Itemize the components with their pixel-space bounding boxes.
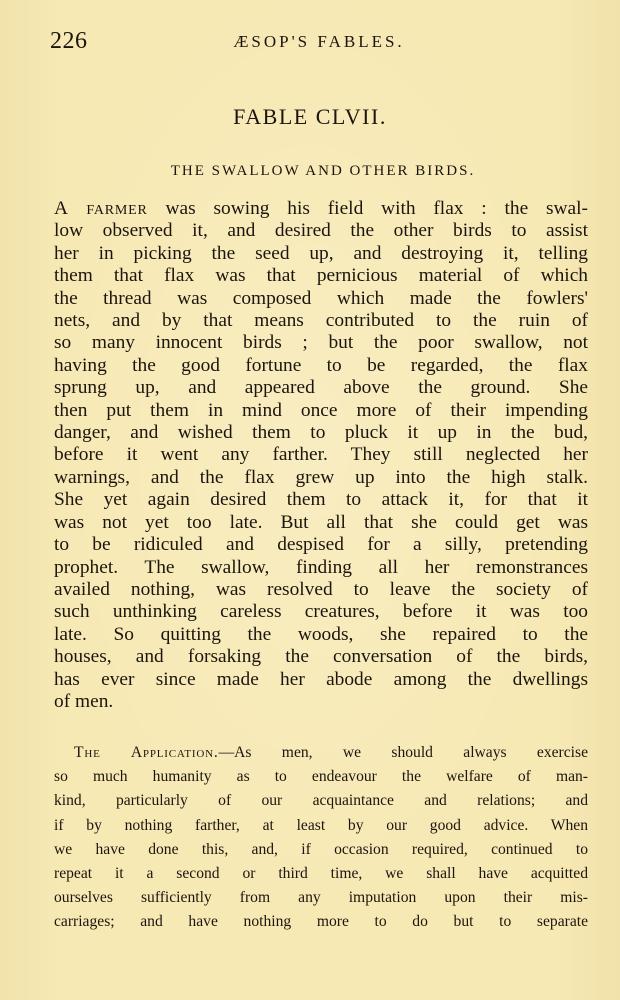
fable-line: late. So quitting the woods, she repaired to the: [54, 623, 588, 645]
application-line: repeat it a second or third time, we shall have acquitted: [54, 865, 588, 883]
fable-line: low observed it, and desired the other birds to assist: [54, 220, 588, 242]
fable-line: them that flax was that pernicious material of which: [54, 265, 588, 287]
application-line: ourselves sufficiently from any imputation upon their mis-: [54, 889, 588, 907]
application-line: we have done this, and, if occasion required, continued to: [54, 840, 588, 858]
fable-line: to be ridiculed and despised for a silly, pretending: [54, 534, 588, 556]
fable-number: FABLE CLVII.: [233, 104, 387, 129]
application-line: kind, particularly of our acquaintance and relations; and: [54, 792, 588, 810]
fable-line: has ever since made her abode among the dwellings: [54, 668, 588, 690]
fable-line: such unthinking careless creatures, before it was too: [54, 601, 588, 623]
fable-line: so many innocent birds ; but the poor swallow, not: [54, 332, 588, 354]
running-title: ÆSOP'S FABLES.: [233, 32, 405, 51]
fable-line: warnings, and the flax grew up into the high stalk.: [54, 466, 588, 488]
fable-line: her in picking the seed up, and destroying it, telling: [54, 242, 588, 264]
fable-line: the thread was composed which made the fowlers': [54, 287, 588, 309]
fable-line: houses, and forsaking the conversation of the birds,: [54, 646, 588, 668]
fable-line: availed nothing, was resolved to leave the society of: [54, 578, 588, 600]
application-line-text: —As men, we should always exercise: [218, 744, 588, 761]
application-paragraph: [54, 741, 588, 935]
fable-line: nets, and by that means contributed to the ruin of: [54, 310, 588, 332]
fable-line: [54, 198, 588, 220]
running-head: [0, 28, 620, 58]
fable-line: then put them in mind once more of their impending: [54, 399, 588, 421]
fable-line: of men.: [54, 690, 114, 712]
fable-body: [54, 198, 588, 713]
fable-line: danger, and wished them to pluck it up in the bud,: [54, 422, 588, 444]
application-line: carriages; and have nothing more to do but to separate: [54, 913, 588, 931]
fable-line: having the good fortune to be regarded, the flax: [54, 354, 588, 376]
fable-line: was not yet too late. But all that she could get was: [54, 511, 588, 533]
fable-line: prophet. The swallow, finding all her remonstrances: [54, 556, 588, 578]
fable-line: sprung up, and appeared above the ground. She: [54, 377, 588, 399]
fable-line-text: was sowing his field with flax : the swal-: [147, 198, 589, 219]
opening-words: A farmer: [54, 198, 148, 219]
application-line: so much humanity as to endeavour the welfare of man-: [54, 768, 588, 786]
application-line: [54, 741, 588, 765]
fable-line: before it went any farther. They still neglected her: [54, 444, 588, 466]
application-heading: The Application.: [74, 744, 219, 761]
fable-title: THE SWALLOW AND OTHER BIRDS.: [170, 163, 476, 179]
page-number: 226: [50, 28, 88, 54]
fable-line: She yet again desired them to attack it, for that it: [54, 489, 588, 511]
application-line: if by nothing farther, at least by our good advice. When: [54, 816, 588, 834]
